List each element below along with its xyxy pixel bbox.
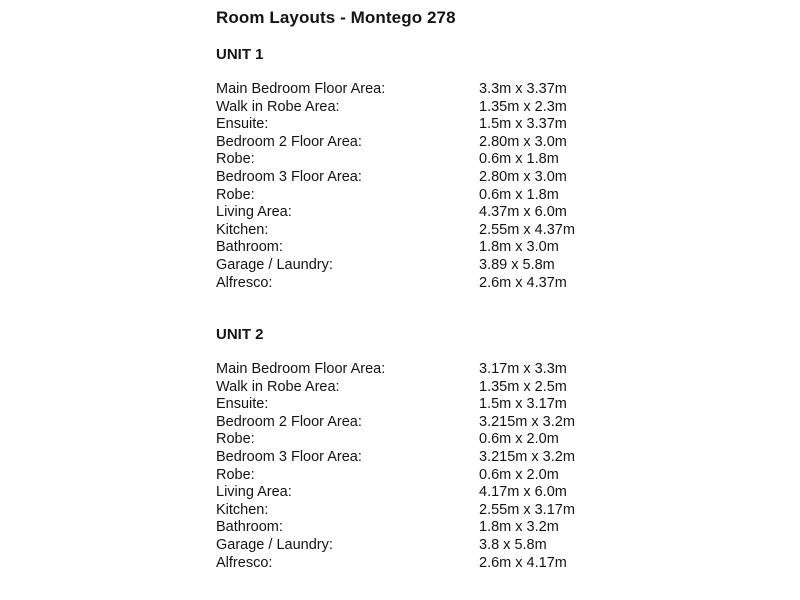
room-label: Garage / Laundry: xyxy=(216,536,333,553)
room-dimensions: 1.35m x 2.5m xyxy=(479,378,567,395)
room-row xyxy=(216,134,616,152)
room-row xyxy=(216,396,616,414)
room-label: Alfresco: xyxy=(216,274,273,291)
room-dimensions: 3.215m x 3.2m xyxy=(479,413,575,430)
room-dimensions: 1.8m x 3.2m xyxy=(479,519,559,536)
room-dimensions: 3.17m x 3.3m xyxy=(479,361,567,377)
room-label: Main Bedroom Floor Area: xyxy=(216,81,386,97)
room-row xyxy=(216,116,616,134)
room-row xyxy=(216,169,616,187)
room-dimensions: 3.215m x 3.2m xyxy=(479,448,575,465)
room-label: Living Area: xyxy=(216,204,292,221)
room-row xyxy=(216,257,616,275)
room-dimensions: 1.5m x 3.37m xyxy=(479,116,567,133)
room-label: Bathroom: xyxy=(216,239,283,256)
unit-2-room-list xyxy=(216,361,616,572)
unit-2-heading: UNIT 2 xyxy=(216,326,264,343)
room-row xyxy=(216,204,616,222)
room-dimensions: 1.8m x 3.0m xyxy=(479,239,559,256)
room-row xyxy=(216,379,616,397)
room-dimensions: 4.37m x 6.0m xyxy=(479,204,567,221)
room-row xyxy=(216,555,616,573)
room-dimensions: 2.55m x 4.37m xyxy=(479,221,575,238)
room-label: Robe: xyxy=(216,186,255,203)
room-dimensions: 0.6m x 1.8m xyxy=(479,151,559,168)
room-row xyxy=(216,414,616,432)
room-dimensions: 3.3m x 3.37m xyxy=(479,81,567,97)
room-dimensions: 3.89 x 5.8m xyxy=(479,256,555,273)
room-row xyxy=(216,222,616,240)
room-row xyxy=(216,151,616,169)
room-dimensions: 0.6m x 1.8m xyxy=(479,186,559,203)
room-label: Bedroom 3 Floor Area: xyxy=(216,168,362,185)
room-row xyxy=(216,239,616,257)
room-row xyxy=(216,187,616,205)
room-row xyxy=(216,537,616,555)
room-label: Garage / Laundry: xyxy=(216,256,333,273)
room-row xyxy=(216,449,616,467)
room-dimensions: 1.35m x 2.3m xyxy=(479,98,567,115)
room-row xyxy=(216,484,616,502)
room-row xyxy=(216,502,616,520)
room-label: Kitchen: xyxy=(216,221,269,238)
room-label: Bedroom 2 Floor Area: xyxy=(216,133,362,150)
page-title: Room Layouts - Montego 278 xyxy=(216,8,456,27)
room-dimensions: 2.80m x 3.0m xyxy=(479,168,567,185)
room-label: Main Bedroom Floor Area: xyxy=(216,361,386,377)
room-row xyxy=(216,467,616,485)
room-dimensions: 2.6m x 4.37m xyxy=(479,274,567,291)
room-row xyxy=(216,431,616,449)
room-row xyxy=(216,519,616,537)
room-label: Ensuite: xyxy=(216,116,269,133)
room-dimensions: 0.6m x 2.0m xyxy=(479,466,559,483)
room-dimensions: 2.80m x 3.0m xyxy=(479,133,567,150)
room-label: Robe: xyxy=(216,431,255,448)
room-label: Bedroom 2 Floor Area: xyxy=(216,413,362,430)
room-dimensions: 0.6m x 2.0m xyxy=(479,431,559,448)
room-label: Robe: xyxy=(216,151,255,168)
room-label: Ensuite: xyxy=(216,396,269,413)
room-label: Walk in Robe Area: xyxy=(216,378,340,395)
room-label: Kitchen: xyxy=(216,501,269,518)
room-row xyxy=(216,361,616,379)
room-label: Walk in Robe Area: xyxy=(216,98,340,115)
room-dimensions: 1.5m x 3.17m xyxy=(479,396,567,413)
room-label: Bedroom 3 Floor Area: xyxy=(216,448,362,465)
unit-1-room-list xyxy=(216,81,616,292)
unit-1-heading: UNIT 1 xyxy=(216,46,264,63)
room-dimensions: 3.8 x 5.8m xyxy=(479,536,547,553)
room-dimensions: 2.55m x 3.17m xyxy=(479,501,575,518)
room-dimensions: 4.17m x 6.0m xyxy=(479,484,567,501)
room-label: Bathroom: xyxy=(216,519,283,536)
room-label: Alfresco: xyxy=(216,554,273,571)
room-row xyxy=(216,81,616,99)
room-label: Robe: xyxy=(216,466,255,483)
room-row xyxy=(216,275,616,293)
room-row xyxy=(216,99,616,117)
room-dimensions: 2.6m x 4.17m xyxy=(479,554,567,571)
room-label: Living Area: xyxy=(216,484,292,501)
